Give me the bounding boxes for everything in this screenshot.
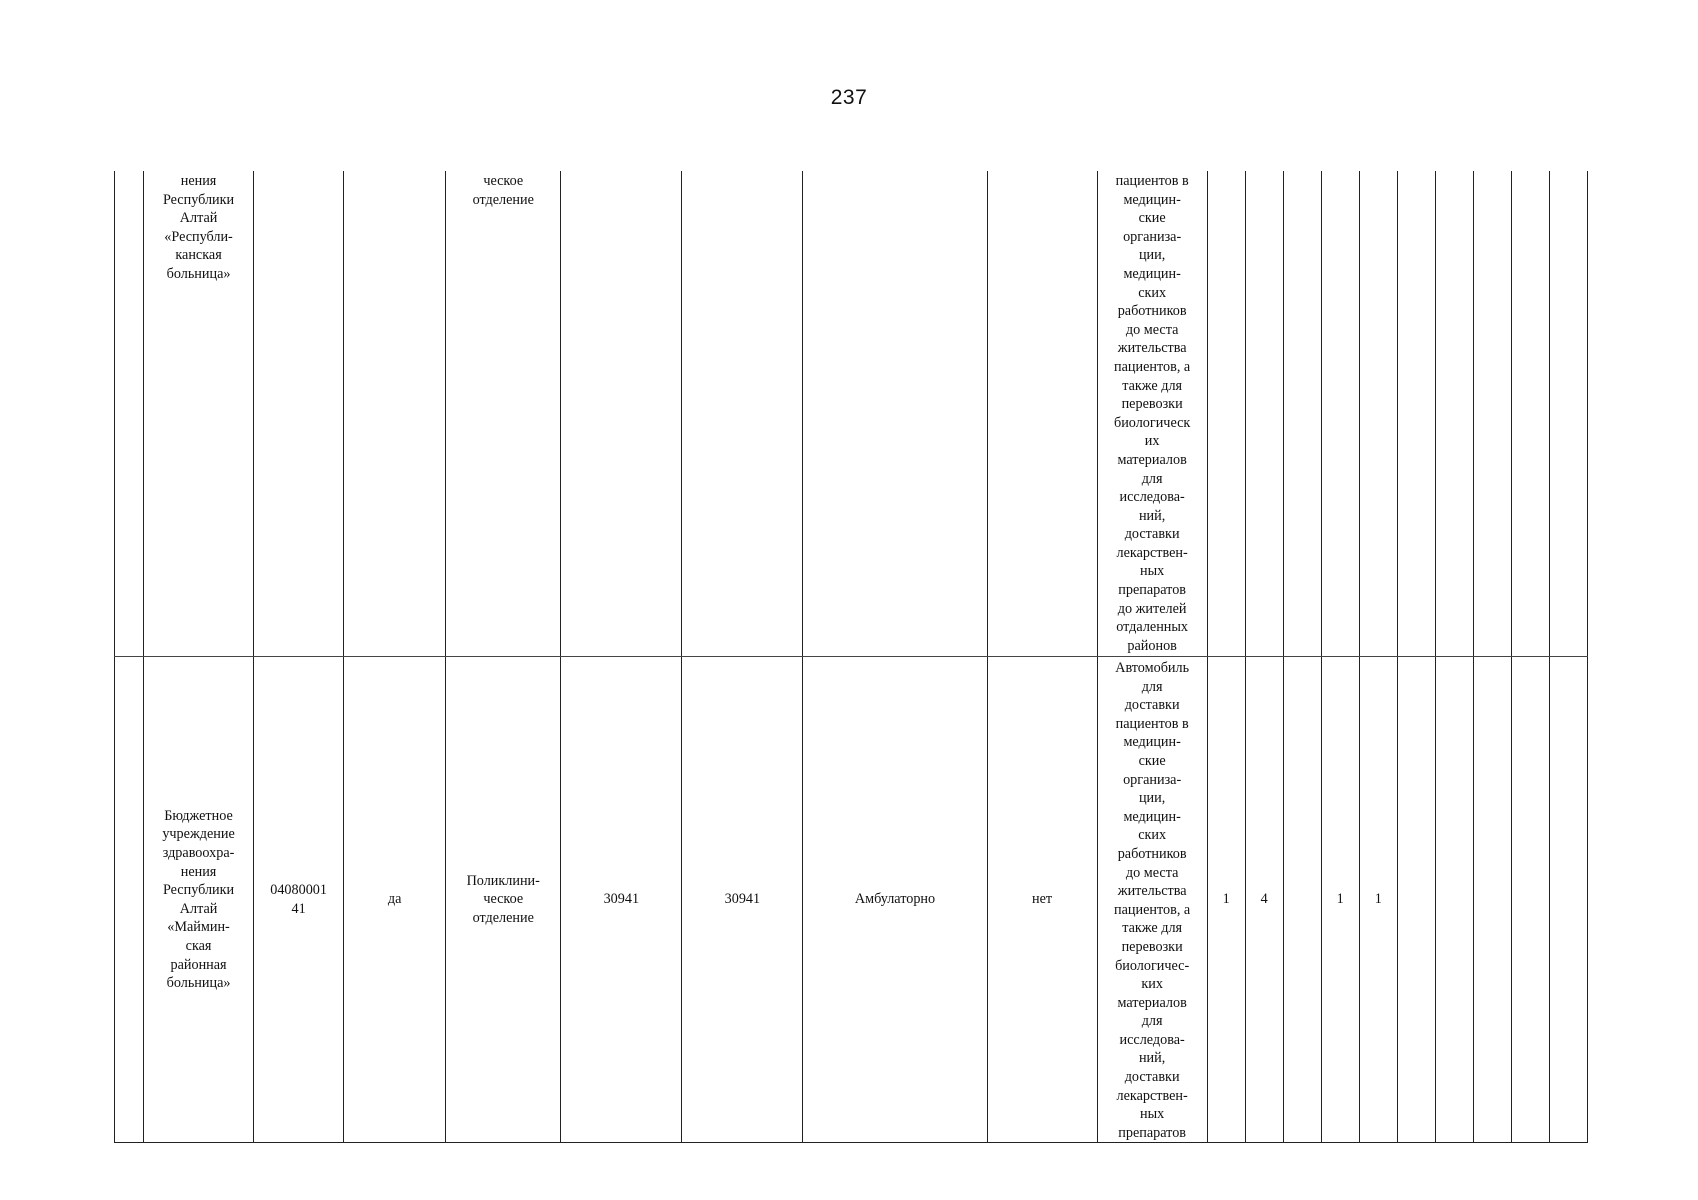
cell-purpose (1097, 171, 1207, 657)
cell-value-b (682, 171, 803, 657)
cell-organization-line: больница» (166, 265, 231, 282)
cell-index (115, 171, 144, 657)
cell-purpose-line: перевозки (1121, 396, 1183, 413)
cell-code-line: 41 (291, 900, 306, 917)
cell-purpose-line: лекарствен- (1116, 1087, 1188, 1104)
cell-count (1511, 657, 1549, 1143)
cell-department-line: отделение (472, 910, 534, 927)
cell-organization-line: нения (180, 173, 217, 189)
cell-organization-line: канская (175, 247, 222, 264)
cell-purpose-line: доставки (1124, 1069, 1180, 1086)
cell-code (254, 171, 344, 657)
cell-purpose-line: ний, (1138, 507, 1166, 524)
cell-purpose-line: пациентов, а (1114, 901, 1191, 918)
cell-care-type: Амбулаторно (803, 657, 987, 1143)
cell-purpose-line: организа- (1123, 771, 1182, 788)
cell-purpose-line: пациентов в (1115, 173, 1189, 189)
table-row (115, 171, 1588, 657)
cell-code (254, 657, 344, 1143)
cell-answer: нет (987, 657, 1097, 1143)
cell-purpose-line: материалов (1117, 451, 1187, 468)
cell-value-a (561, 171, 682, 657)
cell-count (1397, 171, 1435, 657)
cell-purpose-line: лекарствен- (1116, 544, 1188, 561)
cell-purpose-line: ких (1141, 976, 1163, 993)
cell-purpose-line: исследова- (1119, 489, 1185, 506)
cell-value-a: 30941 (561, 657, 682, 1143)
cell-department-line: ческое (483, 173, 524, 189)
cell-organization-line: ская (185, 937, 212, 954)
cell-purpose-line: ских (1138, 827, 1167, 844)
cell-organization (144, 171, 254, 657)
cell-purpose-line: их (1144, 433, 1160, 450)
cell-purpose-line: для (1141, 470, 1163, 487)
cell-purpose-line: ции, (1138, 790, 1166, 807)
cell-purpose-line: материалов (1117, 994, 1187, 1011)
cell-count (1283, 657, 1321, 1143)
cell-purpose-line: пациентов, а (1114, 358, 1191, 375)
cell-purpose-line: ские (1138, 752, 1166, 769)
cell-answer (987, 171, 1097, 657)
cell-count: 1 (1321, 657, 1359, 1143)
data-table (114, 171, 1588, 1143)
cell-count (1245, 171, 1283, 657)
cell-count (1511, 171, 1549, 657)
cell-flag (344, 171, 446, 657)
cell-organization-line: здравоохра- (162, 844, 235, 861)
cell-purpose-line: Автомобиль (1115, 660, 1190, 676)
cell-flag: да (344, 657, 446, 1143)
cell-department-line: Поликлини- (466, 872, 540, 889)
cell-organization (144, 657, 254, 1143)
cell-purpose-line: доставки (1124, 697, 1180, 714)
cell-purpose-line: до места (1125, 864, 1179, 881)
cell-count (1397, 657, 1435, 1143)
cell-purpose-line: доставки (1124, 526, 1180, 543)
cell-purpose-line: биологичес- (1115, 957, 1190, 974)
page-number: 237 (830, 86, 868, 109)
cell-count (1321, 171, 1359, 657)
cell-code-line: 04080001 (270, 882, 327, 899)
cell-department-line: ческое (483, 891, 524, 908)
cell-organization-line: Алтай (179, 210, 218, 227)
cell-count (1283, 171, 1321, 657)
cell-purpose-line: медицин- (1123, 191, 1181, 208)
cell-purpose-line: пациентов в (1115, 715, 1189, 732)
cell-purpose-line: препаратов (1118, 1124, 1186, 1141)
cell-purpose-line: медицин- (1123, 734, 1181, 751)
cell-purpose-line: районов (1127, 637, 1177, 654)
cell-organization-line: Бюджетное (164, 807, 233, 824)
cell-care-type (803, 171, 987, 657)
cell-department-line: отделение (472, 191, 534, 208)
cell-purpose-line: ных (1140, 563, 1165, 580)
cell-purpose-line: ские (1138, 210, 1166, 227)
cell-purpose-line: для (1141, 1013, 1163, 1030)
cell-organization-line: «Республи- (164, 228, 233, 245)
cell-purpose-line: ний, (1138, 1050, 1166, 1067)
cell-purpose-line: перевозки (1121, 938, 1183, 955)
cell-organization-line: районная (170, 956, 227, 973)
cell-count (1435, 657, 1473, 1143)
cell-purpose-line: также для (1122, 377, 1183, 394)
cell-index (115, 657, 144, 1143)
cell-purpose-line: исследова- (1119, 1031, 1185, 1048)
cell-purpose-line: организа- (1123, 228, 1182, 245)
cell-purpose-line: биологическ (1114, 414, 1191, 431)
cell-count: 4 (1245, 657, 1283, 1143)
cell-organization-line: учреждение (162, 826, 235, 843)
cell-count (1359, 171, 1397, 657)
cell-purpose-line: жительства (1117, 883, 1187, 900)
cell-purpose-line: отдаленных (1116, 619, 1189, 636)
cell-purpose-line: ных (1140, 1106, 1165, 1123)
cell-purpose-line: ции, (1138, 247, 1166, 264)
cell-organization-line: нения (180, 863, 217, 880)
cell-purpose-line: также для (1122, 920, 1183, 937)
cell-purpose-line: работников (1117, 845, 1187, 862)
cell-count (1207, 171, 1245, 657)
cell-purpose-line: медицин- (1123, 808, 1181, 825)
cell-count: 1 (1207, 657, 1245, 1143)
table-row (115, 657, 1588, 1143)
cell-purpose-line: ских (1138, 284, 1167, 301)
cell-purpose-line: медицин- (1123, 265, 1181, 282)
cell-purpose-line: до места (1125, 321, 1179, 338)
cell-purpose-line: препаратов (1118, 582, 1186, 599)
cell-organization-line: Республики (162, 191, 235, 208)
cell-organization-line: Алтай (179, 900, 218, 917)
cell-purpose-line: работников (1117, 303, 1187, 320)
cell-department (446, 657, 561, 1143)
cell-value-b: 30941 (682, 657, 803, 1143)
cell-purpose-line: жительства (1117, 340, 1187, 357)
cell-count (1435, 171, 1473, 657)
cell-organization-line: Республики (162, 882, 235, 899)
cell-department (446, 171, 561, 657)
cell-count: 1 (1359, 657, 1397, 1143)
cell-count (1549, 171, 1587, 657)
cell-purpose-line: для (1141, 678, 1163, 695)
cell-count (1549, 657, 1587, 1143)
cell-organization-line: «Маймин- (167, 919, 230, 936)
cell-count (1473, 171, 1511, 657)
cell-purpose-line: до жителей (1117, 600, 1187, 617)
cell-purpose (1097, 657, 1207, 1143)
cell-count (1473, 657, 1511, 1143)
cell-organization-line: больница» (166, 975, 231, 992)
